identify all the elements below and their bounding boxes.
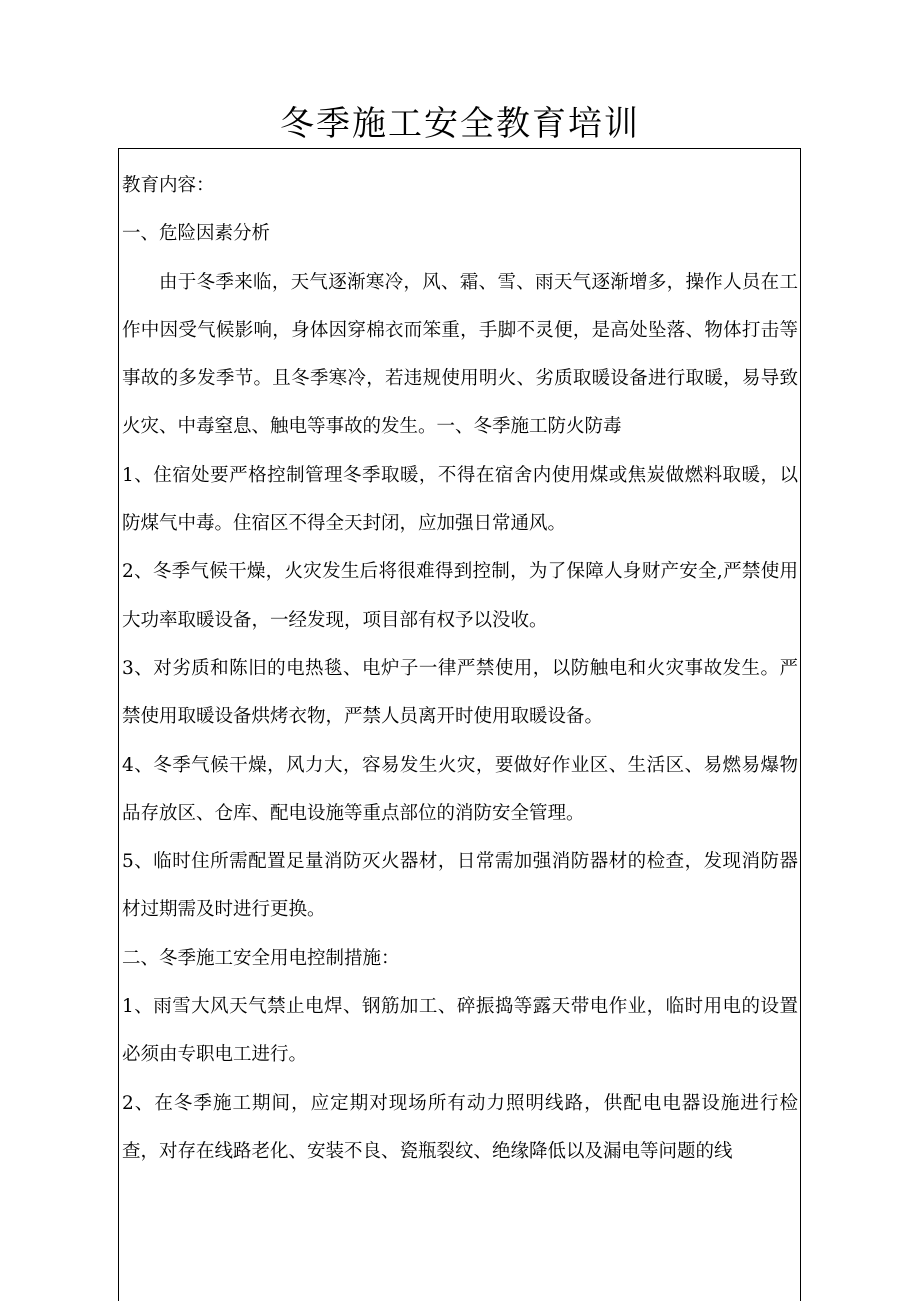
heading-electrical-safety: 二、冬季施工安全用电控制措施：	[122, 947, 400, 969]
document-body	[122, 162, 798, 1176]
list-item-fire-1: 1、住宿处要严格控制管理冬季取暖，不得在宿舍内使用煤或焦炭做燃料取暖，以防煤气中毒。住宿区不得全天封闭，应加强日常通风。	[122, 464, 798, 535]
list-item-electrical-1: 1、雨雪大风天气禁止电焊、钢筋加工、碎振捣等露天带电作业，临时用电的设置必须由专职电工进行。	[122, 996, 798, 1066]
content-table-cell	[118, 148, 801, 1301]
list-item-fire-2: 2、冬季气候干燥，火灾发生后将很难得到控制，为了保障人身财产安全,严禁使用大功率取暖设备，一经发现，项目部有权予以没收。	[122, 561, 798, 631]
list-item-fire-4: 4、冬季气候干燥，风力大，容易发生火灾，要做好作业区、生活区、易燃易爆物品存放区、仓库、配电设施等重点部位的消防安全管理。	[122, 754, 798, 824]
paragraph-education-content: 教育内容：	[122, 175, 215, 196]
list-item-electrical-2: 2、在冬季施工期间，应定期对现场所有动力照明线路，供配电电器设施进行检查，对存在线路老化、安装不良、瓷瓶裂纹、绝缘降低以及漏电等问题的线	[122, 1092, 798, 1162]
paragraph-risk-description: 由于冬季来临，天气逐渐寒冷，风、霜、雪、雨天气逐渐增多，操作人员在工作中因受气候影响，身体因穿棉衣而笨重，手脚不灵便，是高处坠落、物体打击等事故的多发季节。且冬季寒冷，若违规使用明火、劣质取暖设备进行取暖，易导致火灾、中毒窒息、触电等事故的发生。一、冬季施工防火防毒	[122, 271, 798, 438]
list-item-fire-5: 5、临时住所需配置足量消防灭火器材，日常需加强消防器材的检查，发现消防器材过期需及时进行更换。	[122, 851, 798, 921]
document-title: 冬季施工安全教育培训	[280, 104, 640, 144]
list-item-fire-3: 3、对劣质和陈旧的电热毯、电炉子一律严禁使用，以防触电和火灾事故发生。严禁使用取暖设备烘烤衣物，严禁人员离开时使用取暖设备。	[122, 657, 798, 728]
heading-risk-analysis: 一、危险因素分析	[122, 223, 271, 245]
